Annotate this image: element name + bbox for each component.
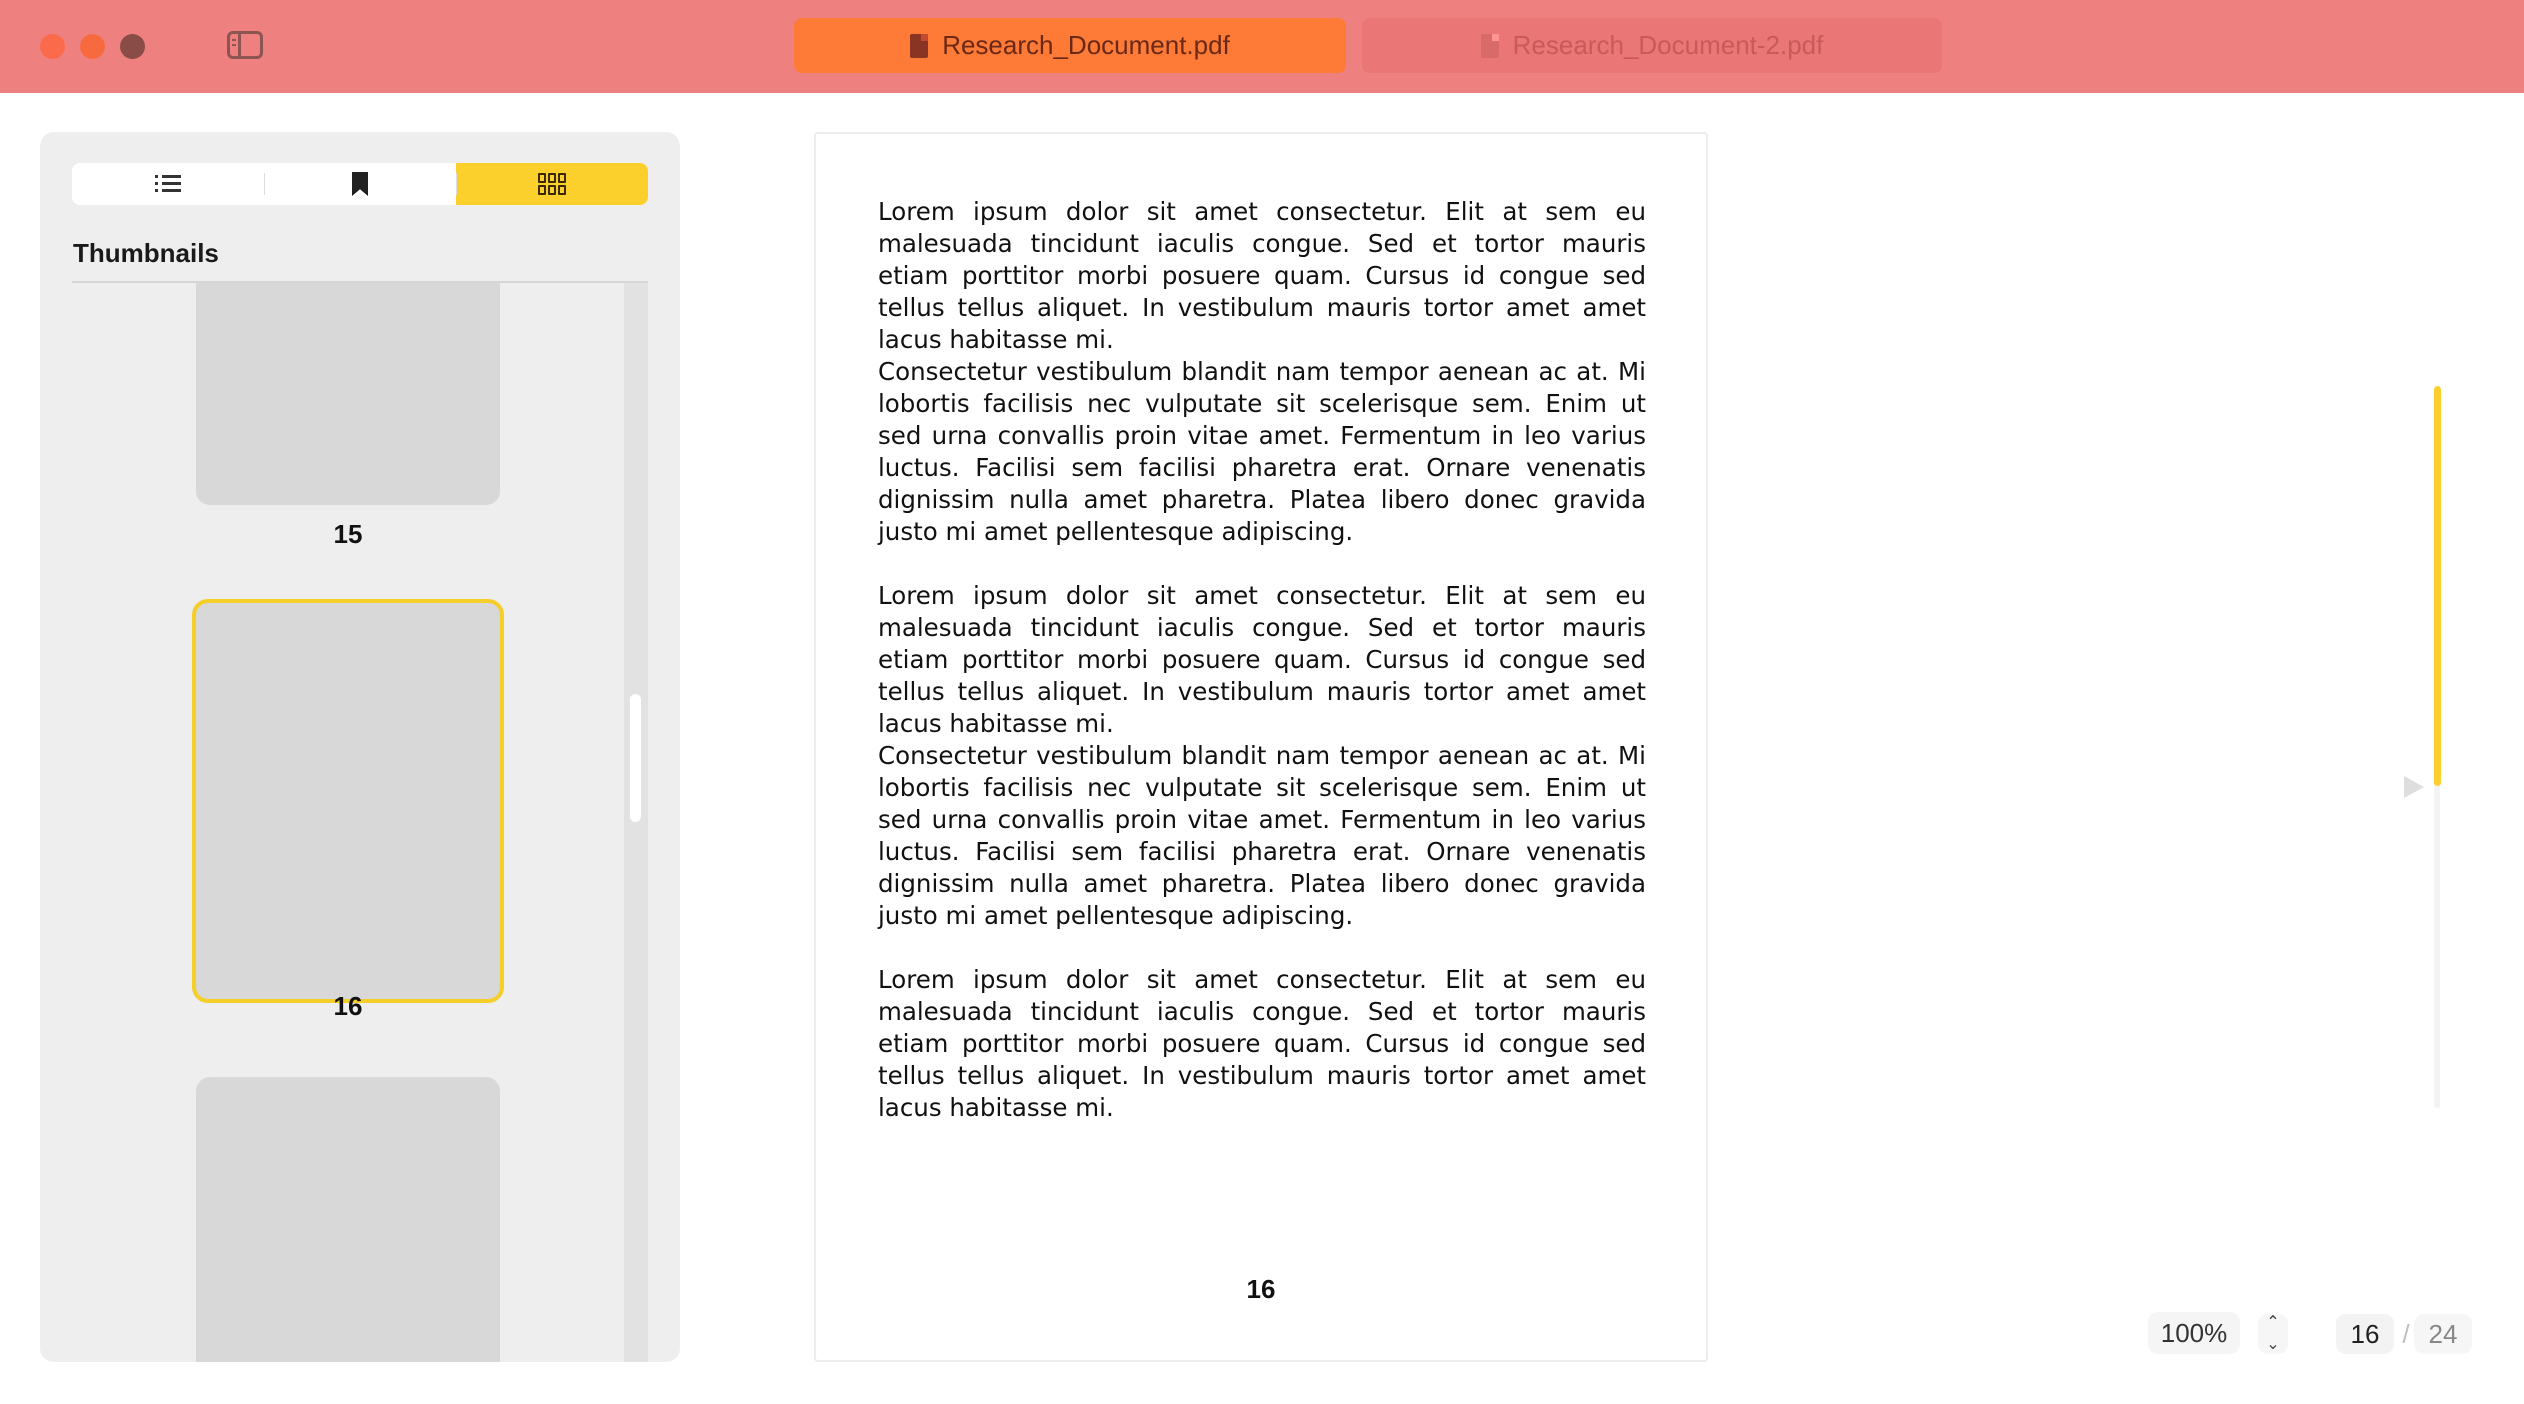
list-icon <box>155 174 181 194</box>
thumbnails-sidebar <box>40 132 680 1362</box>
tab-label: Research_Document.pdf <box>942 30 1230 60</box>
tab-research-document[interactable] <box>794 18 1346 73</box>
page-text <box>878 196 1646 1124</box>
document-page <box>814 132 1708 1362</box>
sidebar-title: Thumbnails <box>73 238 219 268</box>
thumbnails-view-button[interactable] <box>456 163 648 205</box>
current-page-field[interactable]: 16 <box>2336 1314 2394 1354</box>
zoom-level[interactable]: 100% <box>2148 1312 2240 1354</box>
paragraph: Lorem ipsum dolor sit amet consectetur. Elit at sem eu malesuada tincidunt iaculis congue. Sed et tortor mauris etiam porttitor morbi posuere quam. Cursus id congue sed tellus tellus aliquet. In vestibulum mauris tortor amet amet lacus habitasse mi. <box>878 965 1646 1122</box>
document-icon <box>910 34 928 58</box>
paragraph: Lorem ipsum dolor sit amet consectetur. Elit at sem eu malesuada tincidunt iaculis congue. Sed et tortor mauris etiam porttitor morbi posuere quam. Cursus id congue sed tellus tellus aliquet. In vestibulum mauris tortor amet amet lacus habitasse mi. <box>878 197 1646 354</box>
page-separator: / <box>2402 1318 2410 1349</box>
bookmarks-view-button[interactable] <box>264 163 456 205</box>
tab-research-document-2[interactable] <box>1362 18 1942 73</box>
thumbnail-label: 16 <box>333 991 363 1021</box>
minimize-window-button[interactable] <box>80 34 105 59</box>
sidebar-scrollbar[interactable] <box>624 283 648 1362</box>
grid-icon <box>538 173 566 195</box>
page-footer-number: 16 <box>1246 1274 1276 1304</box>
total-pages: 24 <box>2414 1314 2472 1354</box>
thumbnail-page-15[interactable] <box>196 283 500 505</box>
zoom-stepper[interactable] <box>2258 1314 2288 1354</box>
chevron-up-icon[interactable]: ⌃ <box>2266 1314 2280 1331</box>
thumbnail-page-16-selected[interactable] <box>192 599 504 1003</box>
thumbnail-page-17[interactable] <box>196 1077 500 1362</box>
sidebar-scrollbar-thumb[interactable] <box>630 694 641 822</box>
thumbnail-list[interactable] <box>40 283 640 1362</box>
close-window-button[interactable] <box>40 34 65 59</box>
thumbnail-label: 15 <box>333 519 363 549</box>
paragraph: Consectetur vestibulum blandit nam tempor aenean ac at. Mi lobortis facilisis nec vulputate sit scelerisque sem. Enim ut sed urna convallis proin vitae amet. Fermentum in leo varius luctus. Facilisi sem facilisi pharetra erat. Ornare venenatis dignissim nulla amet pharetra. Platea libero donec gravida justo mi amet pellentesque adipiscing. <box>878 357 1646 546</box>
title-bar <box>0 0 2524 93</box>
scroll-position-marker-icon <box>2404 776 2424 798</box>
bookmark-icon <box>352 172 368 196</box>
outline-view-button[interactable] <box>72 163 264 205</box>
document-icon <box>1481 34 1499 58</box>
paragraph: Consectetur vestibulum blandit nam tempor aenean ac at. Mi lobortis facilisis nec vulputate sit scelerisque sem. Enim ut sed urna convallis proin vitae amet. Fermentum in leo varius luctus. Facilisi sem facilisi pharetra erat. Ornare venenatis dignissim nulla amet pharetra. Platea libero donec gravida justo mi amet pellentesque adipiscing. <box>878 741 1646 930</box>
maximize-window-button[interactable] <box>120 34 145 59</box>
document-scrollbar-thumb[interactable] <box>2434 386 2441 786</box>
view-mode-selector <box>72 163 648 205</box>
paragraph: Lorem ipsum dolor sit amet consectetur. Elit at sem eu malesuada tincidunt iaculis congue. Sed et tortor mauris etiam porttitor morbi posuere quam. Cursus id congue sed tellus tellus aliquet. In vestibulum mauris tortor amet amet lacus habitasse mi. <box>878 581 1646 738</box>
sidebar-toggle-icon[interactable] <box>227 31 263 59</box>
tab-label: Research_Document-2.pdf <box>1512 30 1824 60</box>
chevron-down-icon[interactable]: ⌄ <box>2266 1336 2280 1353</box>
